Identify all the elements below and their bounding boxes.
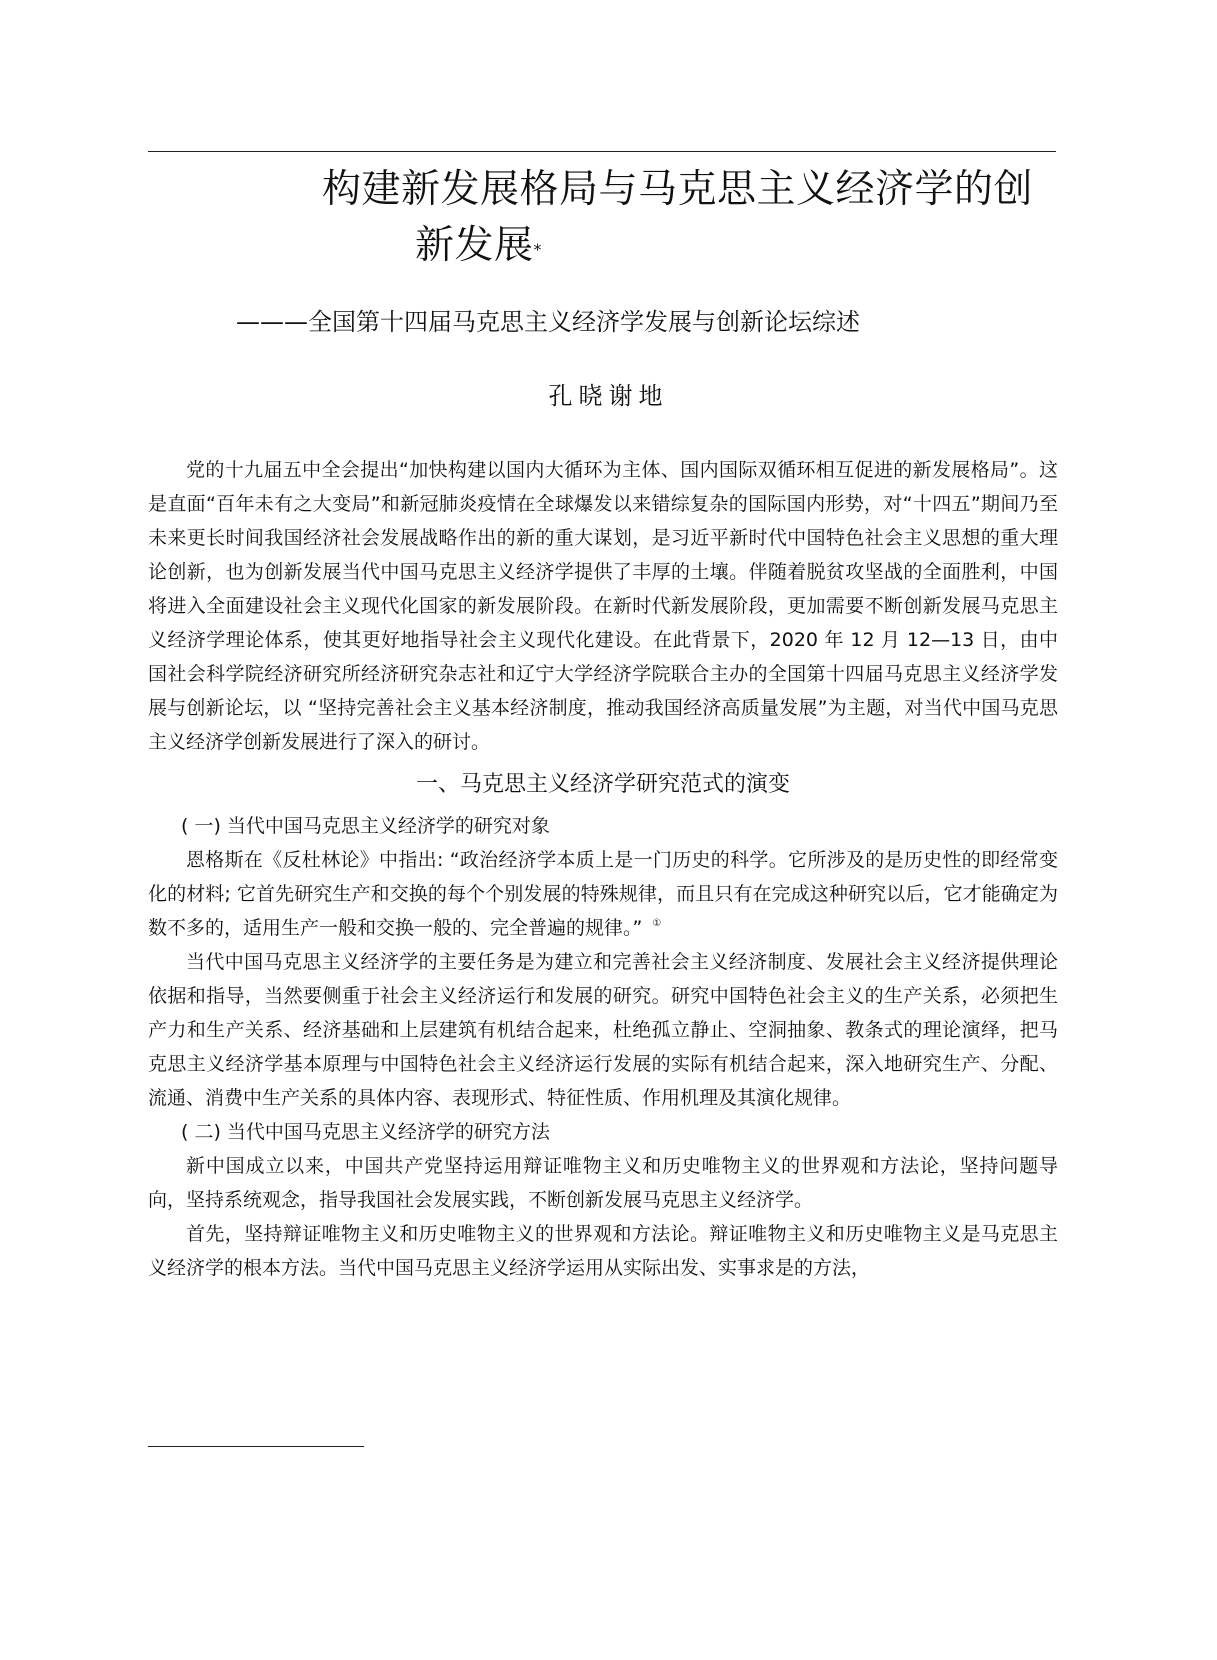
footnote-ref: ① (652, 918, 662, 929)
paper-subtitle: ———全国第十四届马克思主义经济学发展与创新论坛综述 (236, 308, 860, 336)
quote-text: 恩格斯在《反杜林论》中指出: “政治经济学本质上是一门历史的科学。它所涉及的是历史性的即经常变化的材料; 它首先研究生产和交换的每个个别发展的特殊规律，而且只有在完成这种研究以后，它才能确定为数不多的，适用生产一般和交换一般的、完全普遍的规律。” (148, 849, 1058, 939)
title-line-1: 构建新发展格局与马克思主义经济学的创 (322, 167, 1034, 212)
subsection-1-heading: ( 一) 当代中国马克思主义经济学的研究对象 (181, 815, 550, 837)
intro-paragraph: 党的十九届五中全会提出“加快构建以国内大循环为主体、国内国际双循环相互促进的新发展格局”。这是直面“百年未有之大变局”和新冠肺炎疫情在全球爆发以来错综复杂的国际国内形势，对“十四五”期间乃至未来更长时间我国经济社会发展战略作出的新的重大谋划，是习近平新时代中国特色社会主义思想的重大理论创新，也为创新发展当代中国马克思主义经济学提供了丰厚的土壤。伴随着脱贫攻坚战的全面胜利，中国将进入全面建设社会主义现代化国家的新发展阶段。在新时代新发展阶段，更加需要不断创新发展马克思主义经济学理论体系，使其更好地指导社会主义现代化建设。在此背景下，2020 年 12 月 12—13 日，由中国社会科学院经济研究所经济研究杂志社和辽宁大学经济学院联合主办的全国第十四届马克思主义经济学发展与创新论坛，以 “坚持完善社会主义基本经济制度，推动我国经济高质量发展”为主题，对当代中国马克思主义经济学创新发展进行了深入的研讨。 (148, 459, 1058, 753)
title-line-2-text: 新发展 (415, 223, 534, 268)
title-line-2 (322, 218, 1062, 274)
author-line: 孔晓谢地 (548, 382, 669, 410)
subsection-1-paragraph-1 (148, 843, 1058, 945)
subsection-2-paragraph-1: 新中国成立以来，中国共产党坚持运用辩证唯物主义和历史唯物主义的世界观和方法论，坚持问题导向，坚持系统观念，指导我国社会发展实践，不断创新发展马克思主义经济学。 (148, 1155, 1058, 1211)
footnote-rule (148, 1446, 364, 1447)
subsection-1-paragraph-2: 当代中国马克思主义经济学的主要任务是为建立和完善社会主义经济制度、发展社会主义经济提供理论依据和指导，当然要侧重于社会主义经济运行和发展的研究。研究中国特色社会主义的生产关系，必须把生产力和生产关系、经济基础和上层建筑有机结合起来，杜绝孤立静止、空洞抽象、教条式的理论演绎，把马克思主义经济学基本原理与中国特色社会主义经济运行发展的实际有机结合起来，深入地研究生产、分配、流通、消费中生产关系的具体内容、表现形式、特征性质、作用机理及其演化规律。 (148, 951, 1058, 1109)
subsection-2-paragraph-2: 首先，坚持辩证唯物主义和历史唯物主义的世界观和方法论。辩证唯物主义和历史唯物主义是马克思主义经济学的根本方法。当代中国马克思主义经济学运用从实际出发、实事求是的方法， (148, 1223, 1058, 1279)
header-rule (148, 151, 1056, 152)
title-footnote-mark: * (533, 240, 543, 259)
subsection-2-heading: ( 二) 当代中国马克思主义经济学的研究方法 (181, 1121, 550, 1143)
paper-body (148, 453, 1058, 1285)
paper-title (322, 162, 1062, 274)
section-1-heading: 一、马克思主义经济学研究范式的演变 (415, 772, 790, 797)
